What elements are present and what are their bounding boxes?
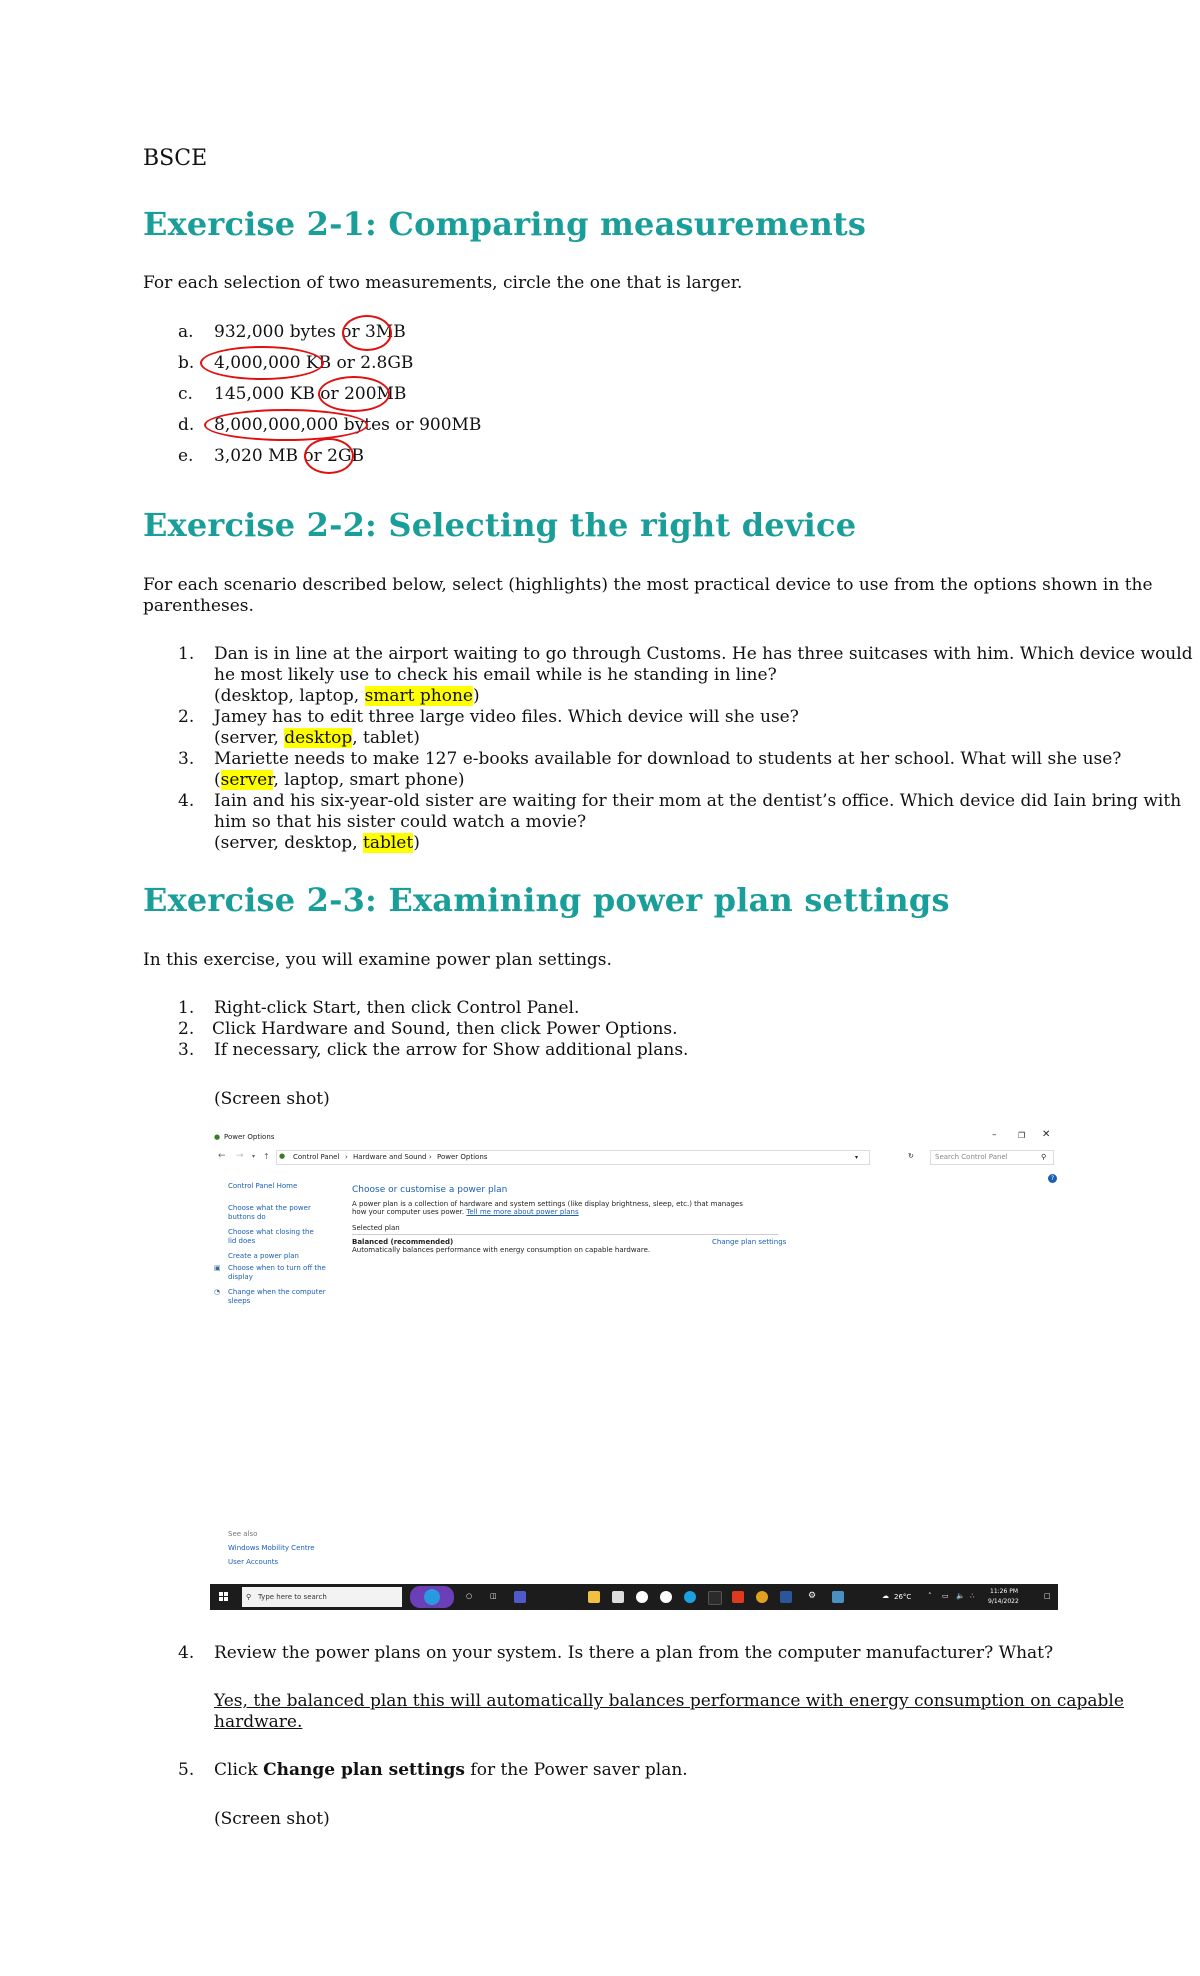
word-icon[interactable] <box>780 1591 792 1603</box>
sidebar-item-create-plan[interactable]: Create a power plan <box>228 1252 299 1260</box>
sidebar-item-closing-lid[interactable]: Choose what closing the lid does <box>228 1228 314 1245</box>
list-item: 4. Iain and his six-year-old sister are waiting for their mom at the dentist’s office. Which device did Iain bring with him so that his sister could watch a movie? (server, desktop, tablet) <box>178 791 1182 853</box>
breadcrumb-control-panel[interactable]: Control Panel <box>293 1153 340 1161</box>
ex3-steps <box>178 998 688 1061</box>
sidebar-item-power-buttons[interactable]: Choose what the power buttons do <box>228 1204 311 1221</box>
forward-icon[interactable]: → <box>236 1151 244 1161</box>
main-heading: Choose or customise a power plan <box>352 1185 508 1195</box>
task-view-icon[interactable]: ◫ <box>490 1592 497 1600</box>
screenshot-label: (Screen shot) <box>214 1089 330 1109</box>
list-item: e. 3,020 MB or 2GB <box>178 446 481 477</box>
ex3-instruction: In this exercise, you will examine power plan settings. <box>143 950 612 970</box>
step-4: 4. Review the power plans on your system. Is there a plan from the computer manufacturer? What? <box>178 1643 1054 1663</box>
app-icon-3[interactable] <box>708 1591 722 1605</box>
ex1-instruction: For each selection of two measurements, circle the one that is larger. <box>143 273 743 293</box>
app-icon-1[interactable] <box>636 1591 648 1603</box>
ex2-list <box>178 644 1193 854</box>
list-item: b. 4,000,000 KB or 2.8GB <box>178 353 481 384</box>
highlighted-answer: server <box>220 770 274 790</box>
see-also-user-accounts[interactable]: User Accounts <box>228 1558 279 1566</box>
breadcrumb-hardware-sound[interactable]: Hardware and Sound <box>353 1153 427 1161</box>
plan-desc: Automatically balances performance with energy consumption on capable hardware. <box>352 1246 651 1254</box>
clock-date[interactable]: 9/14/2022 <box>988 1598 1019 1605</box>
search-highlight-icon[interactable] <box>410 1586 454 1608</box>
store-icon[interactable] <box>612 1591 624 1603</box>
cortana-icon[interactable]: ○ <box>466 1592 473 1600</box>
chrome-icon[interactable] <box>756 1591 768 1603</box>
sidebar-item-turn-off-display[interactable]: Choose when to turn off the display <box>228 1264 326 1281</box>
address-dropdown-icon[interactable]: ▾ <box>855 1154 859 1161</box>
list-item: d. 8,000,000,000 bytes or 900MB <box>178 415 481 446</box>
refresh-icon[interactable]: ↻ <box>908 1152 914 1160</box>
list-item: 2. Click Hardware and Sound, then click Power Options. <box>178 1019 678 1039</box>
tell-me-more-link[interactable]: Tell me more about power plans <box>466 1208 579 1216</box>
header-label: BSCE <box>143 146 208 171</box>
ex1-title: Exercise 2-1: Comparing measurements <box>143 205 867 243</box>
windows-start-icon[interactable] <box>219 1592 229 1602</box>
step-5: 5. Click Change plan settings for the Power saver plan. <box>178 1760 688 1780</box>
app-icon-2[interactable] <box>660 1591 672 1603</box>
search-icon: ⚲ <box>1041 1153 1047 1161</box>
restore-icon[interactable]: ❐ <box>1018 1131 1026 1140</box>
highlighted-answer: smart phone <box>364 686 473 706</box>
power-options-icon: ● <box>214 1133 221 1141</box>
help-icon[interactable]: ? <box>1048 1174 1057 1183</box>
list-item: 1. Dan is in line at the airport waiting to go through Customs. He has three suitcases with him. Which device would he most likely use to check his email while is he standing in line? (desktop, laptop, smart phone) <box>178 644 1193 706</box>
see-also-mobility-centre[interactable]: Windows Mobility Centre <box>228 1544 315 1552</box>
battery-icon[interactable]: ▭ <box>942 1592 949 1600</box>
weather-cloud-icon: ☁ <box>882 1592 889 1600</box>
display-icon: ▣ <box>214 1264 221 1272</box>
search-icon: ⚲ <box>246 1593 252 1601</box>
power-options-screenshot <box>210 1128 1058 1610</box>
highlighted-answer: desktop <box>284 728 353 748</box>
plan-name: Balanced (recommended) <box>352 1238 454 1246</box>
highlighted-answer: tablet <box>363 833 414 853</box>
list-item: 3. Mariette needs to make 127 e-books available for download to students at her school. What will she use? (server, laptop, smart phone) <box>178 749 1122 790</box>
settings-gear-icon[interactable]: ⚙ <box>808 1591 817 1601</box>
list-item: a. 932,000 bytes or 3MB <box>178 322 481 353</box>
change-plan-settings-link[interactable]: Change plan settings <box>712 1238 787 1246</box>
answer-line-2: hardware. <box>214 1712 303 1732</box>
selected-plan-label: Selected plan <box>352 1224 400 1232</box>
edge-icon[interactable] <box>684 1591 696 1603</box>
minimize-icon[interactable]: – <box>992 1130 997 1140</box>
plan-description-1: A power plan is a collection of hardware and system settings (like display brightness, sleep, etc.) that manages <box>352 1200 743 1208</box>
taskbar <box>210 1584 1058 1610</box>
temperature: 26°C <box>894 1593 912 1601</box>
teams-icon[interactable] <box>514 1591 526 1603</box>
plan-description-2: how your computer uses power. Tell me more about power plans <box>352 1208 579 1216</box>
close-icon[interactable]: ✕ <box>1042 1129 1051 1140</box>
taskbar-search-input[interactable]: ⚲ Type here to search <box>242 1587 402 1607</box>
see-also-label: See also <box>228 1530 258 1538</box>
address-bar[interactable]: ● Control Panel › Hardware and Sound › Power Options ▾ <box>276 1150 870 1165</box>
notification-icon[interactable]: □ <box>1044 1592 1051 1600</box>
screenshot-label-2: (Screen shot) <box>214 1809 330 1829</box>
list-item: 3. If necessary, click the arrow for Show additional plans. <box>178 1040 689 1060</box>
window-title: Power Options <box>224 1133 275 1141</box>
recent-dropdown-icon[interactable]: ▾ <box>252 1153 256 1160</box>
list-item: 2. Jamey has to edit three large video files. Which device will she use? (server, desktop, tablet) <box>178 707 799 748</box>
control-panel-icon: ● <box>279 1152 286 1160</box>
file-explorer-icon[interactable] <box>588 1591 600 1603</box>
list-item: c. 145,000 KB or 200MB <box>178 384 481 415</box>
volume-icon[interactable]: 🔈 <box>956 1592 965 1600</box>
ex1-list <box>178 322 481 477</box>
control-panel-taskbar-icon[interactable] <box>832 1591 844 1603</box>
divider <box>352 1234 778 1235</box>
list-item: 1. Right-click Start, then click Control Panel. <box>178 998 580 1018</box>
sleep-icon: ◔ <box>214 1288 221 1296</box>
sidebar-item-control-panel-home[interactable]: Control Panel Home <box>228 1182 298 1190</box>
tray-chevron-icon[interactable]: ˄ <box>928 1592 932 1600</box>
ex2-title: Exercise 2-2: Selecting the right device <box>143 506 857 544</box>
office-icon[interactable] <box>732 1591 744 1603</box>
search-control-panel-input[interactable]: Search Control Panel ⚲ <box>930 1150 1054 1165</box>
sidebar-item-computer-sleeps[interactable]: Change when the computer sleeps <box>228 1288 326 1305</box>
answer-line-1: Yes, the balanced plan this will automatically balances performance with energy consumption on capable <box>214 1691 1124 1711</box>
ex2-instruction-1: For each scenario described below, select (highlights) the most practical device to use from the options shown in the <box>143 575 1153 595</box>
back-icon[interactable]: ← <box>218 1151 226 1161</box>
network-icon[interactable]: ∴ <box>970 1592 975 1600</box>
ex2-instruction-2: parentheses. <box>143 596 254 616</box>
clock-time[interactable]: 11:26 PM <box>990 1588 1018 1595</box>
up-icon[interactable]: ↑ <box>263 1152 270 1161</box>
breadcrumb-power-options[interactable]: Power Options <box>437 1153 488 1161</box>
ex3-title: Exercise 2-3: Examining power plan settings <box>143 881 950 919</box>
